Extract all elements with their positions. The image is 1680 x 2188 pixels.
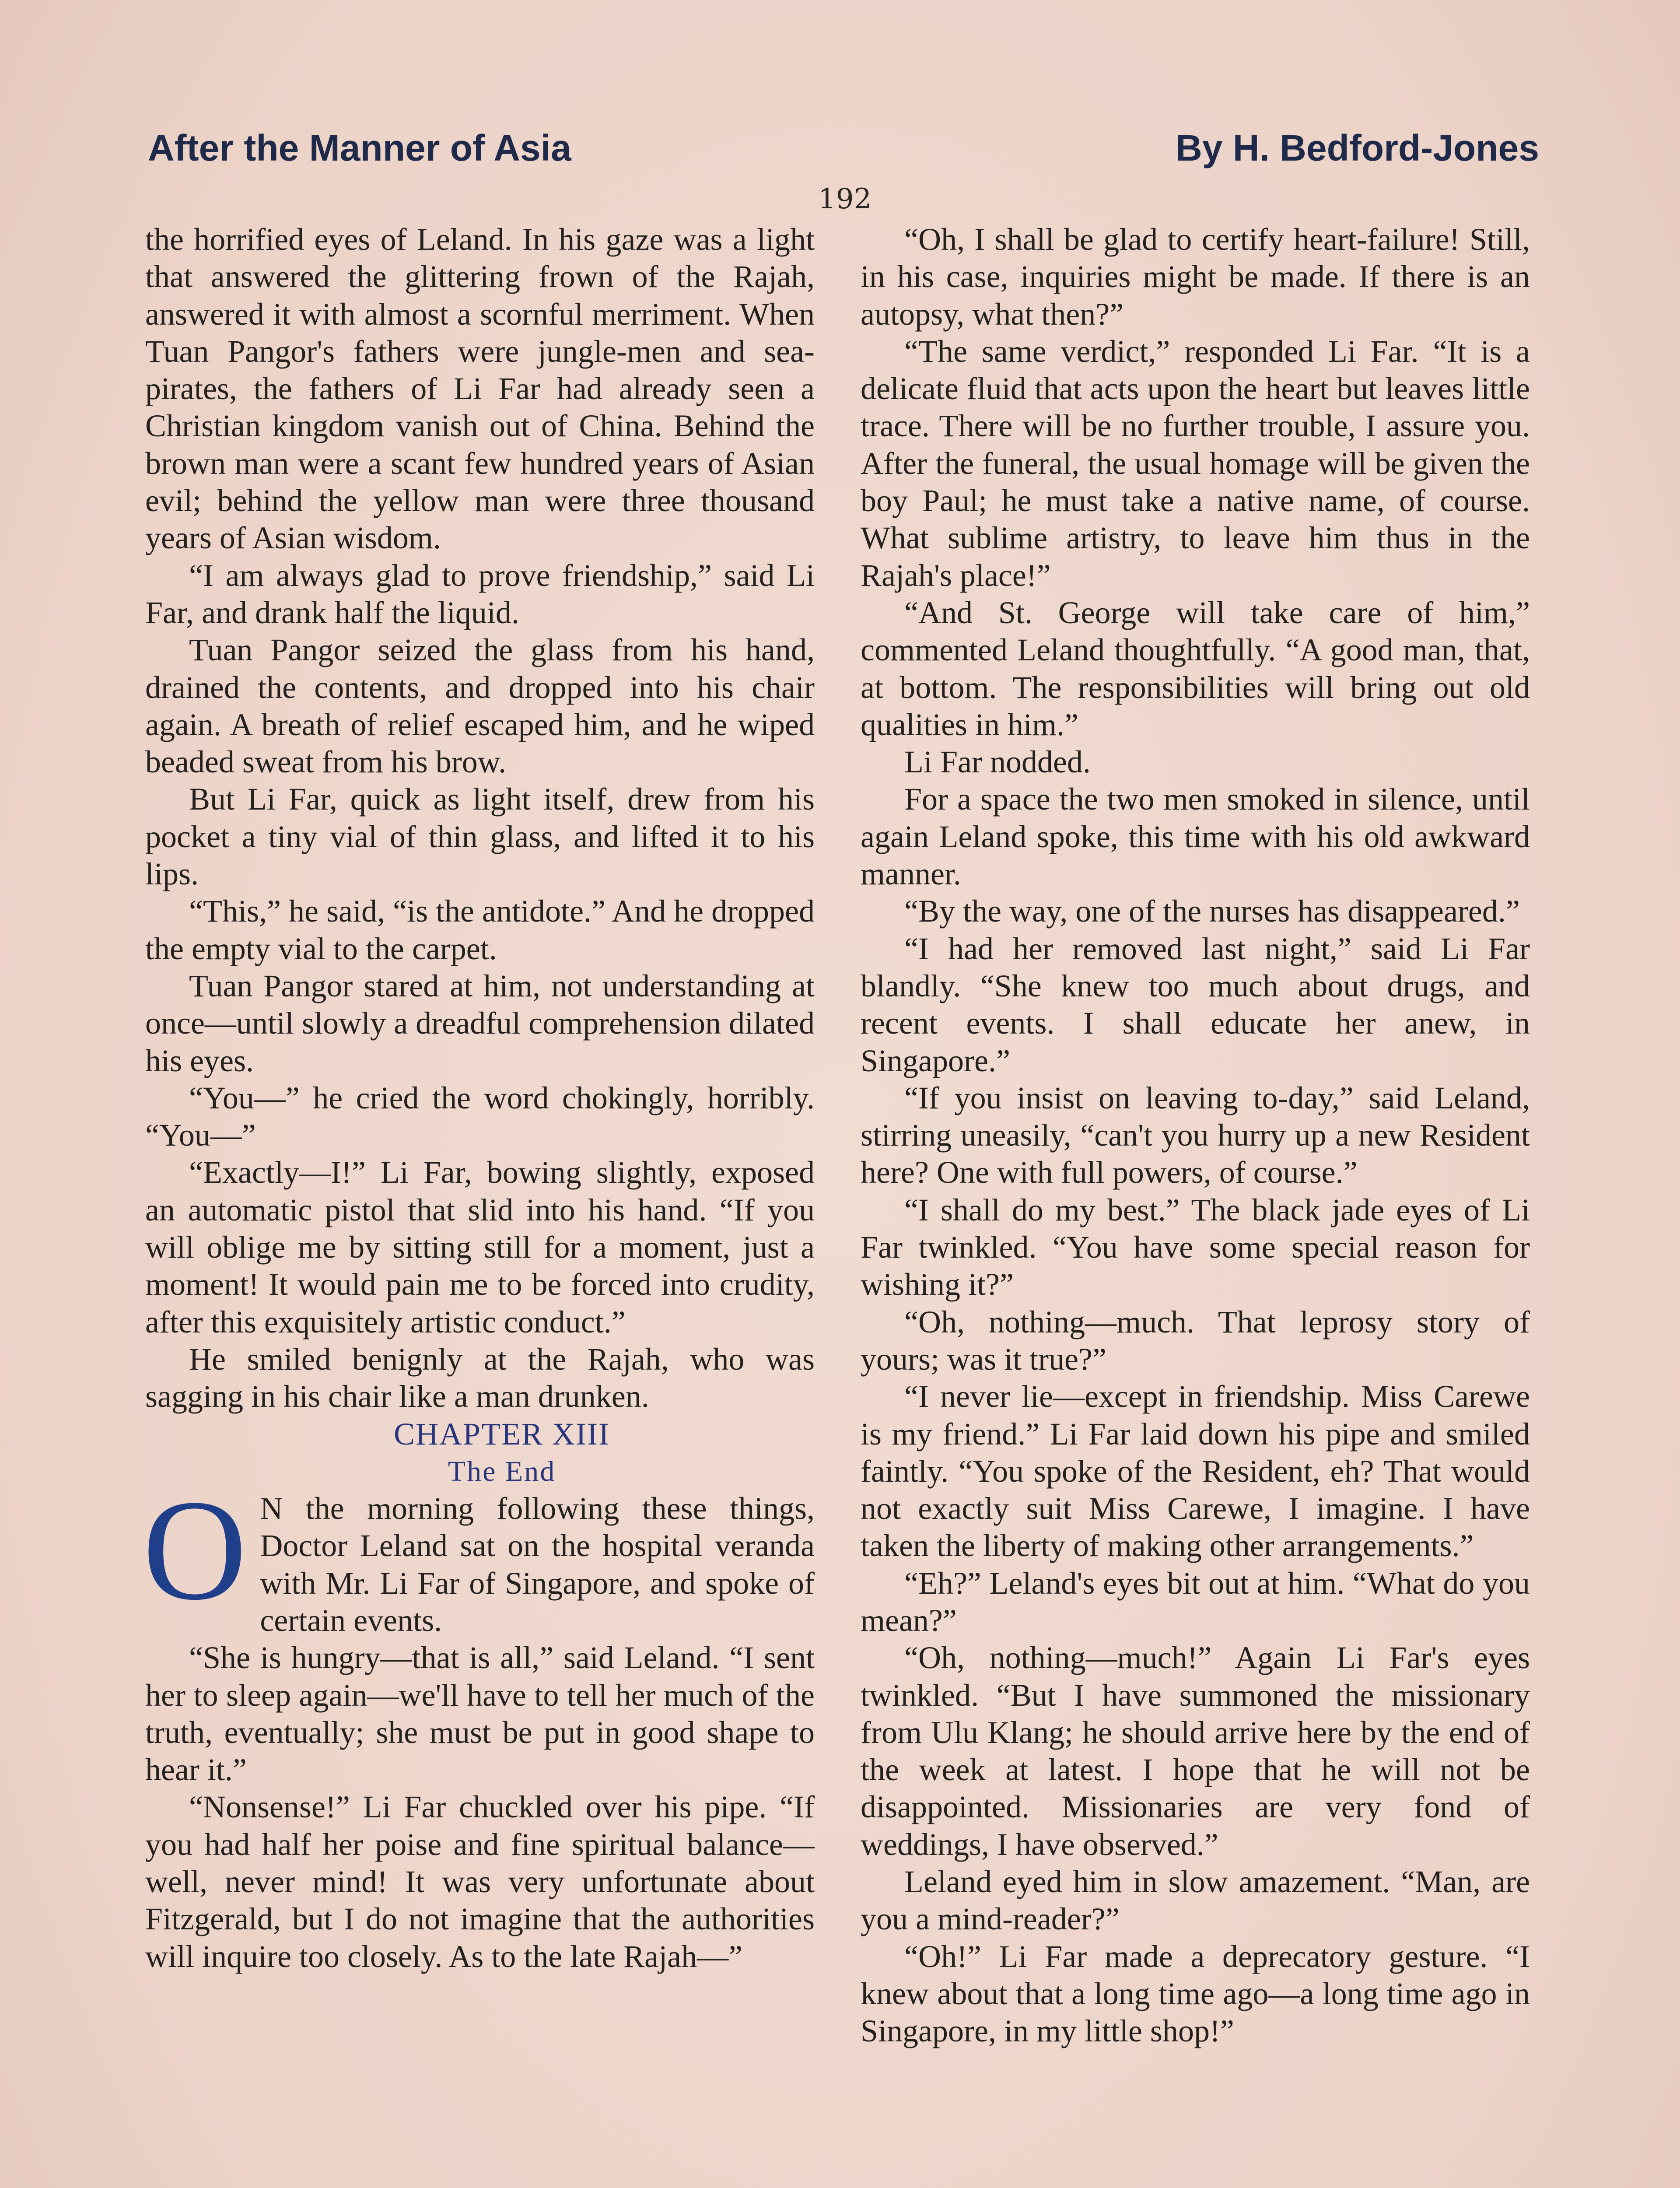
right-column (861, 221, 1530, 2050)
page-number: 192 (818, 183, 872, 215)
paragraph: “I shall do my best.” The black jade eyes of Li Far twinkled. “You have some special reason for wishing it?” (861, 1192, 1530, 1302)
paragraph: Leland eyed him in slow amazement. “Man, are you a mind-reader?” (861, 1864, 1530, 1937)
paragraph: “And St. George will take care of him,” commented Leland thoughtfully. “A good man, that, at bottom. The responsibilities will bring out old qualities in him.” (861, 595, 1530, 742)
paragraph: “The same verdict,” responded Li Far. “It is a delicate fluid that acts upon the heart but leaves little trace. There will be no further trouble, I assure you. After the funeral, the usual homage will be given the boy Paul; he must take a native name, of course. What sublime artistry, to leave him thus in the Rajah's place!” (861, 333, 1530, 593)
paragraph: “Exactly—I!” Li Far, bowing slightly, exposed an automatic pistol that slid into his hand. “If you will oblige me by sitting still for a moment, just a moment! It would pain me to be forced into crudity, after this exquisitely artistic conduct.” (145, 1155, 815, 1339)
paragraph: “Oh, nothing—much!” Again Li Far's eyes twinkled. “But I have summoned the missionary from Ulu Klang; he should arrive here by the end of the week at latest. I hope that he will not be disappointed. Missionaries are very fond of weddings, I have observed.” (861, 1640, 1530, 1862)
paragraph: “I never lie—except in friendship. Miss Carewe is my friend.” Li Far laid down his pipe and smiled faintly. “You spoke of the Resident, eh? That would not exactly suit Miss Carewe, I imagine. I have taken the liberty of making other arrangements.” (861, 1379, 1530, 1564)
paragraph: the horrified eyes of Leland. In his gaze was a light that answered the glittering frown of the Rajah, answered it with almost a scornful merriment. When Tuan Pangor's fathers were jungle-men and sea-pirates, the fathers of Li Far had already seen a Christian kingdom vanish out of China. Behind the brown man were a scant few hundred years of Asian evil; behind the yellow man were three thousand years of Asian wisdom. (145, 222, 815, 556)
author-byline: By H. Bedford-Jones (1176, 127, 1539, 168)
left-column (145, 221, 815, 1975)
paragraph: But Li Far, quick as light itself, drew from his pocket a tiny vial of thin glass, and lifted it to his lips. (145, 782, 815, 892)
paragraph: “I had her removed last night,” said Li Far blandly. “She knew too much about drugs, and recent events. I shall educate her anew, in Singapore.” (861, 931, 1530, 1078)
drop-cap: O (143, 1470, 247, 1630)
paragraph: Li Far nodded. (904, 744, 1091, 780)
paragraph: “Oh, nothing—much. That leprosy story of yours; was it true?” (861, 1304, 1530, 1377)
paragraph: He smiled benignly at the Rajah, who was sagging in his chair like a man drunken. (145, 1341, 815, 1414)
paragraph: “You—” he cried the word chokingly, horribly. “You—” (145, 1080, 815, 1153)
chapter-heading: CHAPTER XIII (394, 1416, 610, 1452)
paragraph: “Nonsense!” Li Far chuckled over his pipe. “If you had half her poise and fine spiritual balance—well, never mind! It was very unfortunate about Fitzgerald, but I do not imagine that the authorities will inquire too closely. As to the late Rajah—” (145, 1789, 815, 1974)
paragraph: “This,” he said, “is the antidote.” And he dropped the empty vial to the carpet. (145, 894, 815, 966)
story-title: After the Manner of Asia (148, 127, 571, 168)
paragraph: “She is hungry—that is all,” said Leland. “I sent her to sleep again—we'll have to tell her much of the truth, eventually; she must be put in good shape to hear it.” (145, 1640, 815, 1788)
chapter-subtitle: The End (448, 1455, 556, 1487)
paragraph: “Oh, I shall be glad to certify heart-failure! Still, in his case, inquiries might be made. If there is an autopsy, what then?” (861, 222, 1530, 332)
paragraph: Tuan Pangor stared at him, not understanding at once—until slowly a dreadful comprehension dilated his eyes. (145, 968, 815, 1078)
paragraph: “Eh?” Leland's eyes bit out at him. “What do you mean?” (861, 1565, 1530, 1638)
paragraph: “I am always glad to prove friendship,” said Li Far, and drank half the liquid. (145, 558, 815, 630)
chapter-opening-text: N the morning following these things, Doctor Leland sat on the hospital veranda with Mr. Li Far of Singapore, and spoke of certain events. (260, 1491, 815, 1638)
paragraph: For a space the two men smoked in silence, until again Leland spoke, this time with his old awkward manner. (861, 782, 1530, 892)
paragraph: Tuan Pangor seized the glass from his hand, drained the contents, and dropped into his chair again. A breath of relief escaped him, and he wiped beaded sweat from his brow. (145, 632, 815, 780)
paragraph: “By the way, one of the nurses has disappeared.” (904, 894, 1520, 929)
paragraph: “Oh!” Li Far made a deprecatory gesture. “I knew about that a long time ago—a long time ago in Singapore, in my little shop!” (861, 1939, 1530, 2049)
paragraph: “If you insist on leaving to-day,” said Leland, stirring uneasily, “can't you hurry up a new Resident here? One with full powers, of course.” (861, 1080, 1530, 1190)
